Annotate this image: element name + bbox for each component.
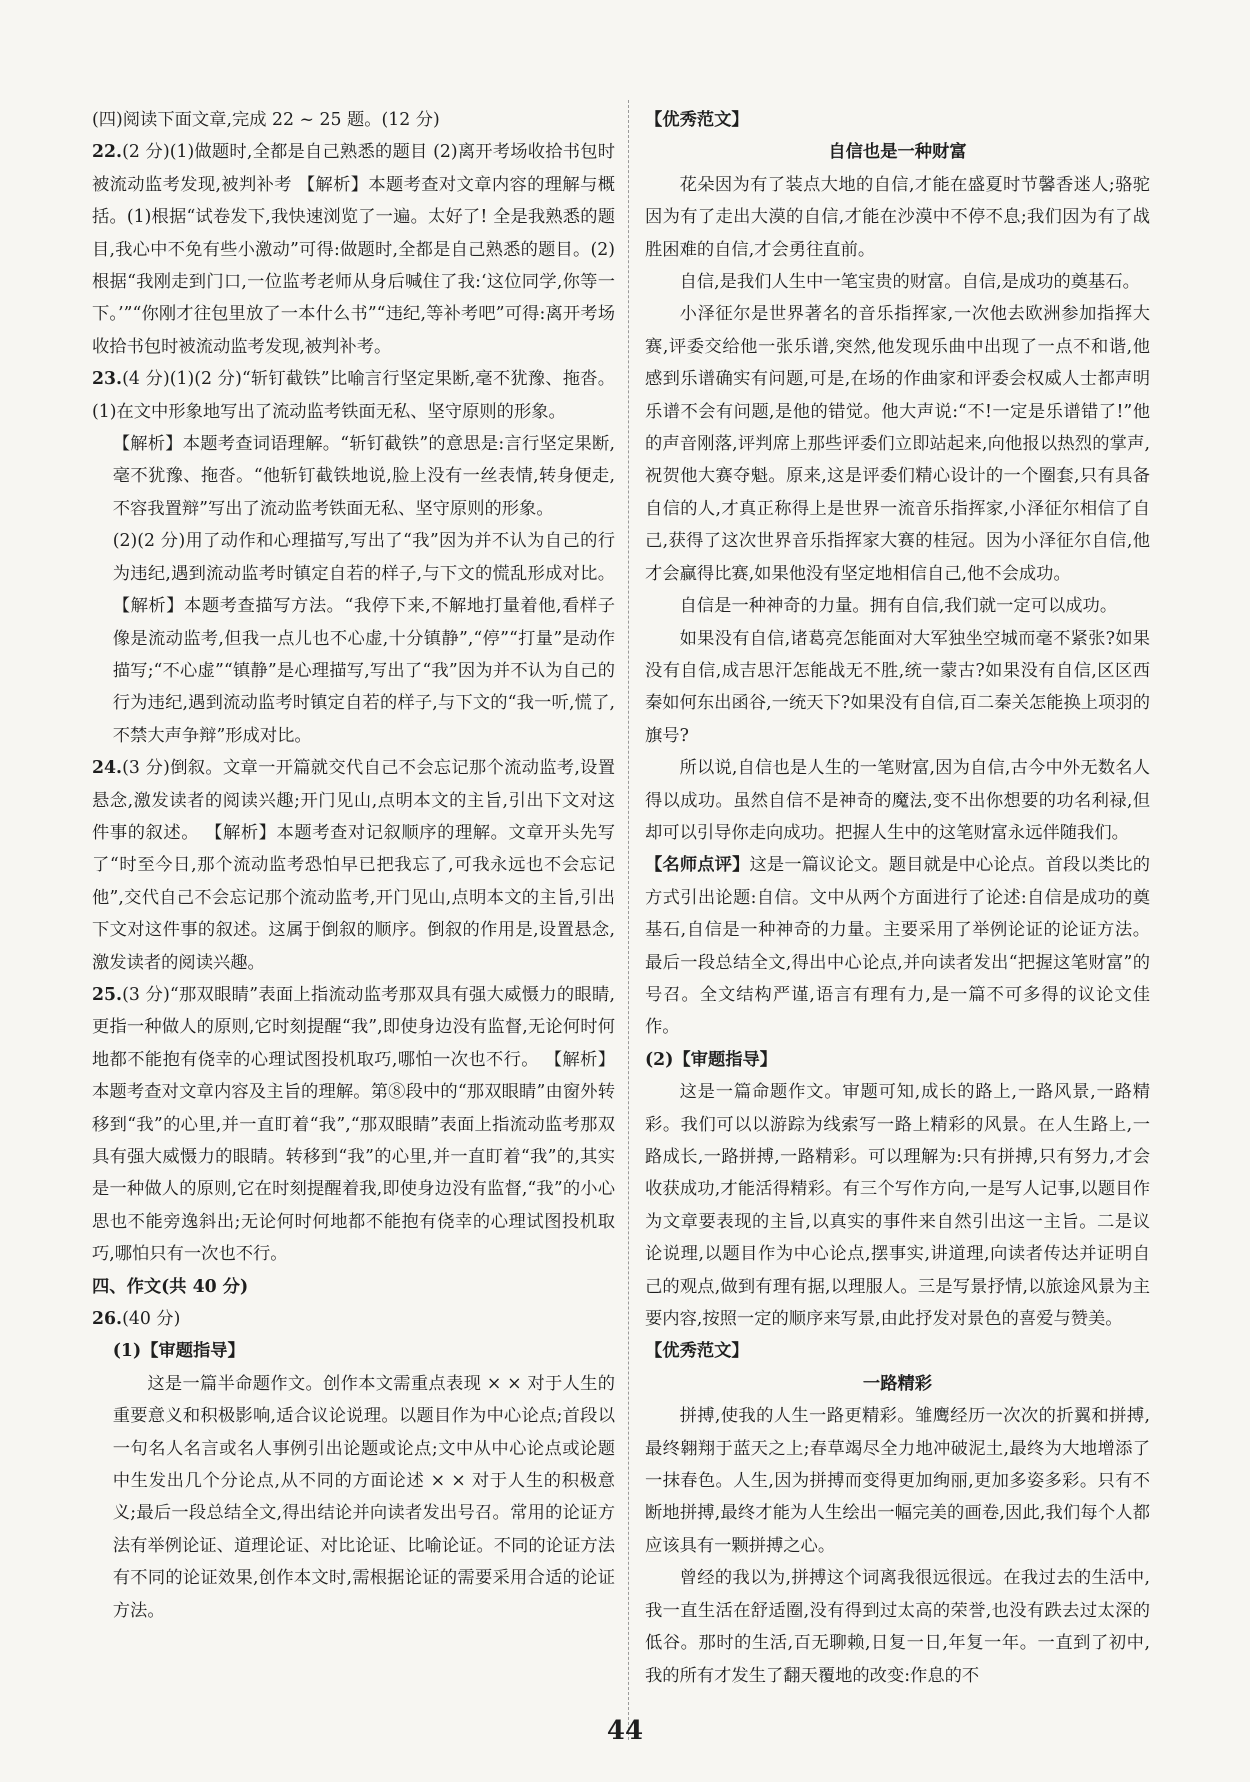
- sample-essay-label: 【优秀范文】: [645, 1341, 749, 1362]
- answer-text: (4 分)(1)(2 分)“斩钉截铁”比喻言行坚定果断,毫不犹豫、拖沓。(1)在文中形象地写出了流动监考铁面无私、坚守原则的形象。: [92, 369, 615, 422]
- question-25: [92, 979, 615, 1271]
- right-column: [645, 104, 1150, 1692]
- section-heading-reading: (四)阅读下面文章,完成 22 ~ 25 题。(12 分): [92, 110, 440, 130]
- question-26: [92, 1303, 615, 1335]
- essay-paragraph: 所以说,自信也是人生的一笔财富,因为自信,古今中外无数名人得以成功。虽然自信不是神奇的魔法,变不出你想要的功名利禄,但却可以引导你走向成功。把握人生中的这笔财富永远伴随我们。: [645, 758, 1150, 843]
- section-heading-composition: 四、作文(共 40 分): [92, 1276, 249, 1297]
- essay-title: 自信也是一种财富: [828, 142, 967, 163]
- answer-text: (2)(2 分)用了动作和心理描写,写出了“我”因为并不认为自己的行为违纪,遇到流动监考时镇定自若的样子,与下文的慌乱形成对比。 【解析】本题考查描写方法。“我停下来,不解地打量着他,看样子像是流动监考,但我一点儿也不心虚,十分镇静”,“停”“打量”是动作描写;“不心虚”“镇静”是心理描写,写出了“我”因为并不认为自己的行为违纪,遇到流动监考时镇定自若的样子,与下文的“我一听,慌了,不禁大声争辩”形成对比。: [112, 531, 615, 746]
- essay-paragraph: 曾经的我以为,拼搏这个词离我很远很远。在我过去的生活中,我一直生活在舒适圈,没有得到过太高的荣誉,也没有跌去过太深的低谷。那时的生活,百无聊赖,日复一日,年复一年。一直到了初中,我的所有才发生了翻天覆地的改变:作息的不: [645, 1568, 1150, 1686]
- question-24: [92, 752, 615, 979]
- comment-text: 这是一篇议论文。题目就是中心论点。首段以类比的方式引出论题:自信。文中从两个方面进行了论述:自信是成功的奠基石,自信是一种神奇的力量。主要采用了举例论证的论证方法。最后一段总结全文,得出中心论点,并向读者发出“把握这笔财富”的号召。全文结构严谨,语言有理有力,是一篇不可多得的议论文佳作。: [645, 855, 1150, 1038]
- question-number: 23.: [92, 369, 123, 390]
- question-number: 25.: [92, 984, 123, 1005]
- question-number: 26.: [92, 1309, 123, 1330]
- comment-label: 【名师点评】: [645, 855, 750, 876]
- question-number: 24.: [92, 758, 123, 779]
- essay-paragraph: 自信是一种神奇的力量。拥有自信,我们就一定可以成功。: [679, 596, 1118, 617]
- guidance-label: (2)【审题指导】: [645, 1049, 778, 1070]
- left-column: [92, 104, 615, 1627]
- page-number: 44: [606, 1716, 644, 1746]
- answer-text: (3 分)倒叙。文章一开篇就交代自己不会忘记那个流动监考,设置悬念,激发读者的阅读兴趣;开门见山,点明本文的主旨,引出下文对这件事的叙述。 【解析】本题考查对记叙顺序的理解。文章开头先写了“时至今日,那个流动监考恐怕早已把我忘了,可我永远也不会忘记他”,交代自己不会忘记那个流动监考,开门见山,点明本文的主旨,引出下文对这件事的叙述。这属于倒叙的顺序。倒叙的作用是,设置悬念,激发读者的阅读兴趣。: [92, 758, 615, 973]
- answer-text: (3 分)“那双眼睛”表面上指流动监考那双具有强大威慑力的眼睛,更指一种做人的原则,它时刻提醒“我”,即使身边没有监督,无论何时何地都不能抱有侥幸的心理试图投机取巧,哪怕一次也不行。 【解析】本题考查对文章内容及主旨的理解。第⑧段中的“那双眼睛”由窗外转移到“我”的心里,并一直盯着“我”,“那双眼睛”表面上指流动监考那双具有强大威慑力的眼睛。转移到“我”的心里,并一直盯着“我”的,其实是一种做人的原则,它在时刻提醒着我,即使身边没有监督,“我”的小心思也不能旁逸斜出;无论何时何地都不能抱有侥幸的心理试图投机取巧,哪怕只有一次也不行。: [92, 984, 615, 1265]
- sample-essay-label: 【优秀范文】: [645, 110, 749, 130]
- guidance-text: 这是一篇命题作文。审题可知,成长的路上,一路风景,一路精彩。我们可以以游踪为线索写一路上精彩的风景。在人生路上,一路成长,一路拼搏,一路精彩。可以理解为:只有拼搏,只有努力,才会收获成功,才能活得精彩。有三个写作方向,一是写人记事,以题目作为文章要表现的主旨,以真实的事件来自然引出这一主旨。二是议论说理,以题目作为中心论点,摆事实,讲道理,向读者传达并证明自己的观点,做到有理有据,以理服人。三是写景抒情,以旅途风景为主要内容,按照一定的顺序来写景,由此抒发对景色的喜爱与赞美。: [645, 1082, 1150, 1330]
- question-number: 22.: [92, 142, 123, 163]
- essay-paragraph: 花朵因为有了装点大地的自信,才能在盛夏时节馨香迷人;骆驼因为有了走出大漠的自信,才能在沙漠中不停不息;我们因为有了战胜困难的自信,才会勇往直前。: [645, 174, 1150, 260]
- question-23: [92, 363, 615, 428]
- question-22: [92, 136, 615, 363]
- essay-paragraph: 自信,是我们人生中一笔宝贵的财富。自信,是成功的奠基石。: [679, 272, 1140, 293]
- column-divider: [628, 100, 629, 1740]
- score-text: (40 分): [122, 1309, 181, 1330]
- guidance-label: (1)【审题指导】: [112, 1341, 245, 1362]
- guidance-text: 这是一篇半命题作文。创作本文需重点表现 × × 对于人生的重要意义和积极影响,适合议论说理。以题目作为中心论点;首段以一句名人名言或名人事例引出论题或论点;文中从中心论点或论题中生发出几个分论点,从不同的方面论述 × × 对于人生的积极意义;最后一段总结全文,得出结论并向读者发出号召。常用的论证方法有举例论证、道理论证、对比论证、比喻论证。不同的论证方法有不同的论证效果,创作本文时,需根据论证的需要采用合适的论证方法。: [112, 1373, 615, 1621]
- essay-paragraph: 如果没有自信,诸葛亮怎能面对大军独坐空城而毫不紧张?如果没有自信,成吉思汗怎能战无不胜,统一蒙古?如果没有自信,区区西秦如何东出函谷,一统天下?如果没有自信,百二秦关怎能换上项羽的旗号?: [645, 628, 1150, 746]
- answer-text: (2 分)(1)做题时,全都是自己熟悉的题目 (2)离开考场收拾书包时被流动监考发现,被判补考 【解析】本题考查对文章内容的理解与概括。(1)根据“试卷发下,我快速浏览了一遍。太好了! 全是我熟悉的题目,我心中不免有些小激动”可得:做题时,全都是自己熟悉的题目。(2)根据“我刚走到门口,一位监考老师从身后喊住了我:‘这位同学,你等一下。’”“你刚才往包里放了一本什么书”“违纪,等补考吧”可得:离开考场收拾书包时被流动监考发现,被判补考。: [92, 142, 615, 357]
- essay-paragraph: 拼搏,使我的人生一路更精彩。雏鹰经历一次次的折翼和拼搏,最终翱翔于蓝天之上;春草竭尽全力地冲破泥土,最终为大地增添了一抹春色。人生,因为拼搏而变得更加绚丽,更加多姿多彩。只有不断地拼搏,最终才能为人生绘出一幅完美的画卷,因此,我们每个人都应该具有一颗拼搏之心。: [645, 1406, 1150, 1556]
- teacher-comment: [645, 849, 1150, 1043]
- essay-title: 一路精彩: [862, 1373, 933, 1394]
- essay-paragraph: 小泽征尔是世界著名的音乐指挥家,一次他去欧洲参加指挥大赛,评委交给他一张乐谱,突然,他发现乐曲中出现了一点不和谐,他感到乐谱确实有问题,可是,在场的作曲家和评委会权威人士都声明乐谱不会有问题,是他的错觉。他大声说:“不!一定是乐谱错了!”他的声音刚落,评判席上那些评委们立即站起来,向他报以热烈的掌声,祝贺他大赛夺魁。原来,这是评委们精心设计的一个圈套,只有具备自信的人,才真正称得上是世界一流音乐指挥家,小泽征尔相信了自己,获得了这次世界音乐指挥家大赛的桂冠。因为小泽征尔自信,他才会赢得比赛,如果他没有坚定地相信自己,他不会成功。: [645, 304, 1150, 584]
- analysis-text: 【解析】本题考查词语理解。“斩钉截铁”的意思是:言行坚定果断,毫不犹豫、拖沓。“他斩钉截铁地说,脸上没有一丝表情,转身便走,不容我置辩”写出了流动监考铁面无私、坚守原则的形象。: [112, 434, 615, 519]
